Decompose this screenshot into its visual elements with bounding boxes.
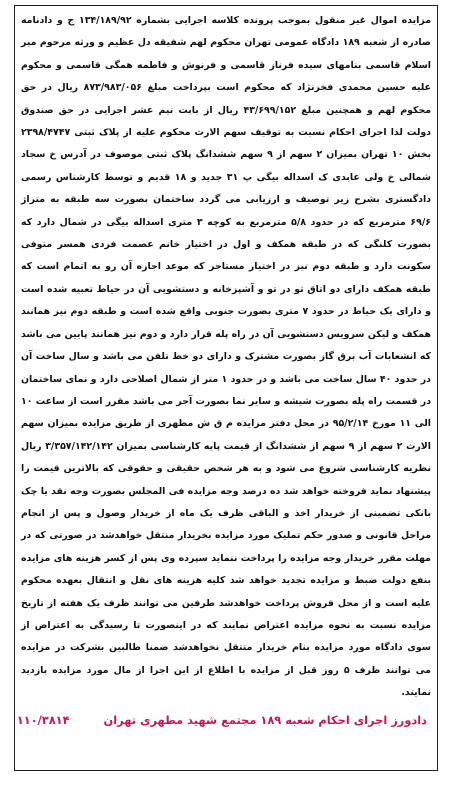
notice-signature: دادورز اجرای احکام شعبه ۱۸۹ مجتمع شهید مطهری تهران xyxy=(103,713,427,727)
notice-body-text: مزایده اموال غیر منقول بموجب پرونده کلاسه اجرایی بشماره ۱۳۴/۱۸۹/۹۲ ج و دادنامه صادره از شعبه ۱۸۹ دادگاه عمومی تهران محکوم لهم شفیقه دل عظیم و ورثه مرحوم میر اسلام قاسمی بنامهای سیده فرناز قاسمی و فرنوش و فاطمه همگی قاسمی و محکوم علیه حسین محمدی فخرنژاد که محکوم است بپرداخت مبلغ ۸۷۳/۹۸۳/۰۵۶ ریال در حق محکوم لهم و همچنین مبلغ ۴۳/۶۹۹/۱۵۲ ریال از بابت نیم عشر اجرایی در حق صندوق دولت لذا اجرای احکام نسبت به توقیف سهم الارث محکوم علیه از پلاک ثبتی ۲۳۹۸/۴۷۴۷ بخش ۱۰ تهران بمیزان ۲ سهم از ۹ سهم ششدانگ پلاک ثبتی موصوف در آدرس خ سجاد شمالی خ ولی عابدی ک اسداله بیگی پ ۳۱ جدید و ۱۸ قدیم و توسط کارشناس رسمی دادگستری بشرح زیر توصیف و ارزیابی می گردد ساختمان بصورت سه طبقه به متراژ ۶۹/۶ مترمربع که در حدود ۵/۸ مترمربع به کوچه ۳ متری اسداله بیگی در شمال دارد که بصورت کلنگی که در طبقه همکف و اول در اختیار خانم عصمت فردی همسر متوفی سکونت دارد و طبقه دوم نیز در اختیار مستاجر که موعد اجاره آن رو به اتمام است که طبقه همکف دارای دو اتاق تو در تو و آشپزخانه و دستشویی آن در حیاط تعبیه شده است و دارای یک حیاط در حدود ۷ متری بصورت جنوبی واقع شده است و طبقه دوم نیز همانند همکف و لیکن سرویس دستشویی آن در راه پله قرار دارد و دوم نیز همانند پایین می باشد که انشعابات آب برق گاز بصورت مشترک و دارای دو خط تلفن می باشد و سال ساخت آن در حدود ۴۰ سال ساخت می باشد و در حدود ۱ متر از شمال اصلاحی دارد و نمای ساختمان در قسمت راه پله بصورت شیشه و سایر نما بصورت آجر می باشد مقرر است از ساعت ۱۰ الی ۱۱ مورخ ۹۵/۲/۱۴ در محل دفتر مزایده م ق ش مطهری از طریق مزایده بمیزان سهم الارث ۲ سهم از ۹ سهم از ششدانگ از قیمت پایه کارشناسی بمیزان ۳/۳۵۷/۱۴۲/۱۴۲ ریال نظریه کارشناسی شروع می شود و به هر شخص حقیقی و حقوقی که بالاترین قیمت را پیشنهاد نماید فروخته خواهد شد ده درصد وجه مزایده فی المجلس بصورت وجه نقد یا چک بانکی تضمینی از خریدار اخذ و الباقی ظرف یک ماه از خریدار وصول و پس از انجام مراحل قانونی و صدور حکم تملیک مورد مزایده بخریدار منتقل خواهدشد در صورتی که در مهلت مقرر خریدار وجه مزایده را پرداخت ننماید سپرده وی پس از کسر هزینه های مزایده بنفع دولت ضبط و مزایده تجدید خواهد شد کلیه هزینه های نقل و انتقال بعهده محکوم علیه است و از محل فروش پرداخت خواهدشد طرفین می توانند ظرف یک هفته از تاریخ مزایده نسبت به نحوه مزایده اعتراض نمایند که در اینصورت تا رسیدگی به اعتراض از سوی دادگاه مورد مزایده بنام خریدار منتقل نخواهدشد ضمنا طالبین بشرکت در مزایده می توانند ظرف ۵ روز قبل از مزایده با اطلاع از این اجرا از مال مورد مزایده بازدید نمایند. xyxy=(21,15,432,699)
auction-notice xyxy=(14,5,438,771)
notice-reference-number: ۱۱۰/۳۸۱۴ xyxy=(16,713,70,727)
notice-footer xyxy=(16,710,427,730)
